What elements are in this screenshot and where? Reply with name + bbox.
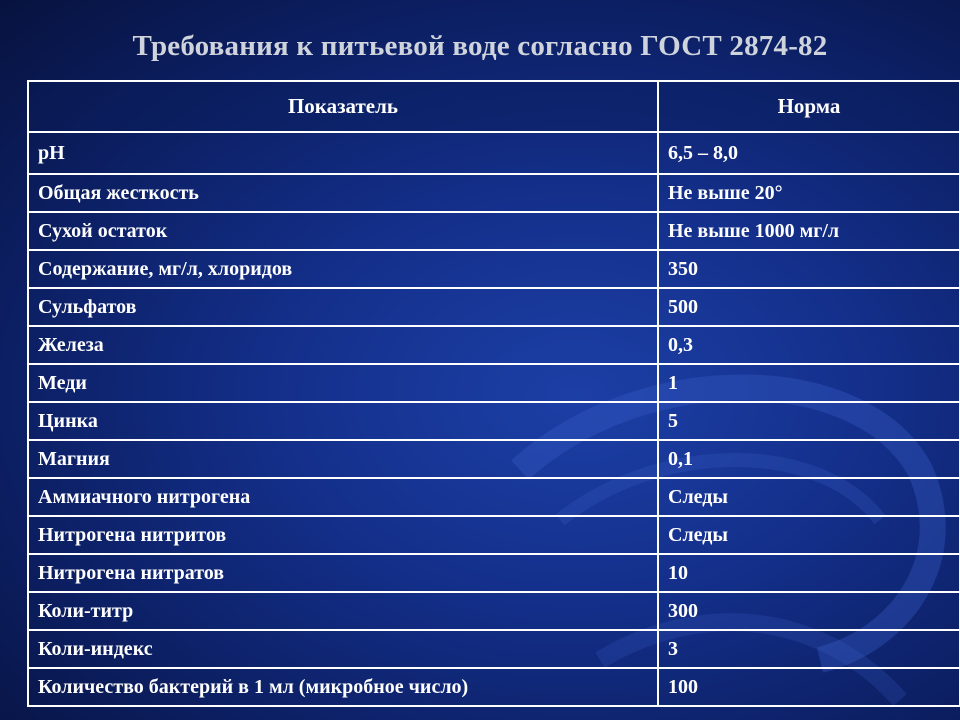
table-row [28, 250, 960, 288]
table-row [28, 364, 960, 402]
cell-norm: 0,1 [658, 440, 960, 478]
cell-norm: 3 [658, 630, 960, 668]
cell-indicator: Нитрогена нитритов [28, 516, 658, 554]
cell-indicator: Меди [28, 364, 658, 402]
table-row [28, 212, 960, 250]
table-row [28, 402, 960, 440]
cell-indicator: pH [28, 132, 658, 174]
column-header-indicator: Показатель [28, 81, 658, 132]
cell-norm: 100 [658, 668, 960, 706]
table-row [28, 174, 960, 212]
cell-norm: 0,3 [658, 326, 960, 364]
cell-norm: Следы [658, 516, 960, 554]
column-header-norm: Норма [658, 81, 960, 132]
table-row [28, 288, 960, 326]
cell-norm: 6,5 – 8,0 [658, 132, 960, 174]
cell-norm: 300 [658, 592, 960, 630]
cell-indicator: Сухой остаток [28, 212, 658, 250]
table-row [28, 132, 960, 174]
cell-indicator: Коли-титр [28, 592, 658, 630]
table-row [28, 630, 960, 668]
table-row [28, 668, 960, 706]
table-row [28, 326, 960, 364]
water-requirements-table [27, 80, 960, 707]
table-row [28, 478, 960, 516]
slide-title: Требования к питьевой воде согласно ГОСТ 2874-82 [132, 30, 828, 62]
cell-indicator: Аммиачного нитрогена [28, 478, 658, 516]
cell-norm: 10 [658, 554, 960, 592]
table-row [28, 440, 960, 478]
cell-indicator: Сульфатов [28, 288, 658, 326]
cell-indicator: Общая жесткость [28, 174, 658, 212]
cell-norm: 350 [658, 250, 960, 288]
cell-indicator: Нитрогена нитратов [28, 554, 658, 592]
table-header-row [28, 81, 960, 132]
cell-indicator: Цинка [28, 402, 658, 440]
cell-norm: 5 [658, 402, 960, 440]
table-row [28, 554, 960, 592]
cell-norm: 500 [658, 288, 960, 326]
cell-indicator: Коли-индекс [28, 630, 658, 668]
cell-norm: 1 [658, 364, 960, 402]
cell-indicator: Количество бактерий в 1 мл (микробное число) [28, 668, 658, 706]
cell-indicator: Магния [28, 440, 658, 478]
table-row [28, 516, 960, 554]
cell-indicator: Содержание, мг/л, хлоридов [28, 250, 658, 288]
cell-norm: Не выше 20° [658, 174, 960, 212]
cell-norm: Не выше 1000 мг/л [658, 212, 960, 250]
cell-norm: Следы [658, 478, 960, 516]
table-row [28, 592, 960, 630]
cell-indicator: Железа [28, 326, 658, 364]
